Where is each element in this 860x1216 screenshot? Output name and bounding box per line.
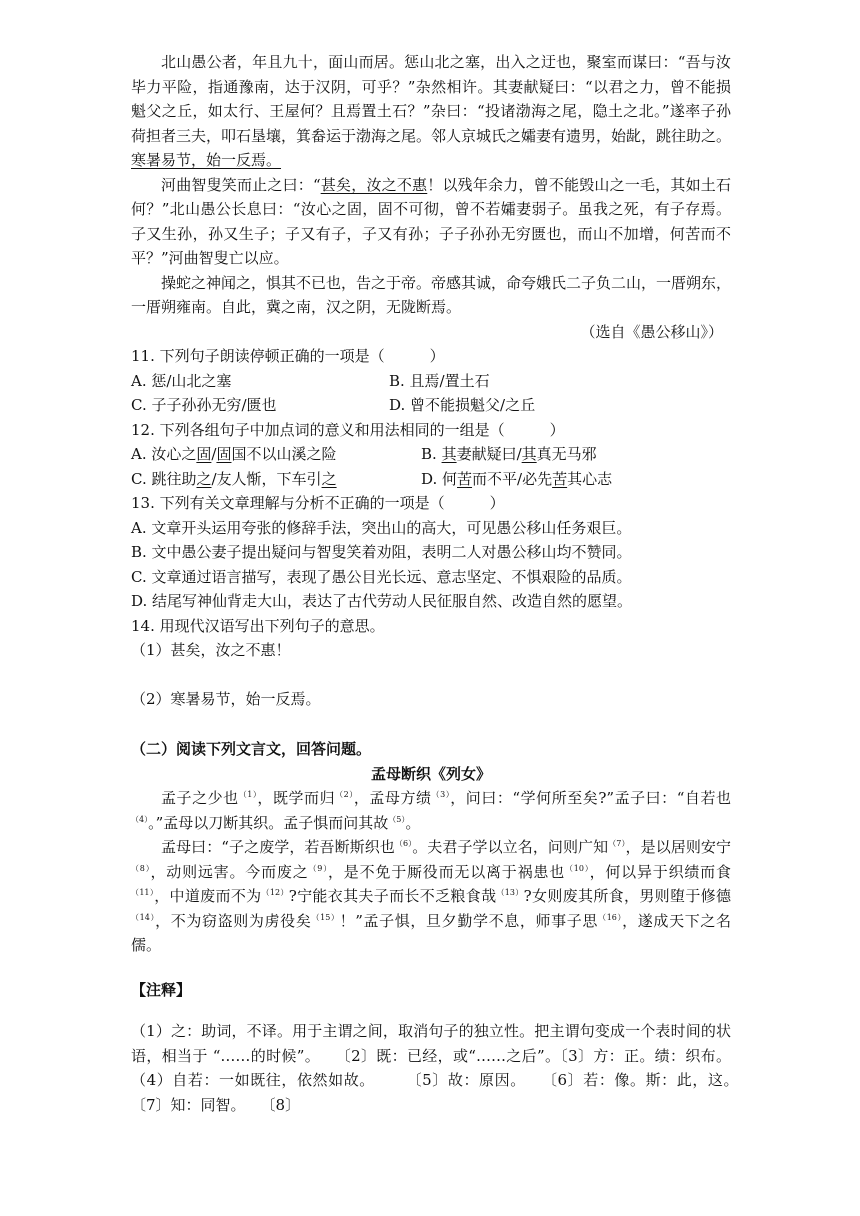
passage-text: 孟子之少也 — [161, 789, 239, 807]
footnote-marker: （14） — [131, 912, 156, 922]
option-c: C. 跳往助之/友人惭，下车引之 — [131, 469, 337, 488]
question-11-options-row-2 — [131, 393, 731, 418]
footnote-marker: （7） — [608, 839, 626, 848]
passage-text: ！以残年余力，曾不能毁山之一毛，其如土石何？”北山愚公长息曰：“汝心之固，固不可彻，曾不若孀妻弱子。虽我之死，有子存焉。子又生孙，孙又生子；子又有子，子又有孙；子子孙孙无穷匮也，而山不加增，何苦而不平？”河曲智叟亡以应。 — [131, 175, 731, 267]
option-d: D. 曾不能损魁父/之丘 — [389, 396, 536, 414]
option-b: B. 文中愚公妻子提出疑问与智叟笑着劝阻，表明二人对愚公移山均不赞同。 — [131, 543, 632, 561]
option-a: A. 惩/山北之塞 — [131, 371, 232, 390]
question-12-stem: 12. 下列各组句子中加点词的意义和用法相同的一组是（ ） — [131, 420, 565, 439]
footnote-marker: （13） — [496, 888, 524, 897]
footnote-marker: （1） — [238, 790, 258, 799]
footnote-marker: （16） — [598, 912, 623, 922]
option-a: A. 汝心之固/固国不以山溪之险 — [131, 445, 337, 463]
option-c: C. 文章通过语言描写，表现了愚公目光长远、意志坚定、不惧艰险的品质。 — [131, 567, 632, 586]
question-14-stem: 14. 用现代汉语写出下列句子的意思。 — [131, 616, 385, 635]
passage-text: 。”孟母以刀断其织。孟子惧而问其故 — [148, 813, 389, 832]
passage-text: ，动则远害。今而废之 — [150, 862, 309, 881]
passage-paragraph-2 — [131, 835, 731, 958]
passage-paragraph-1 — [131, 786, 731, 835]
passage-text: 孟母曰：“子之废学，若吾断斯织也 — [161, 838, 395, 856]
passage-paragraph-2 — [131, 173, 731, 271]
footnote-marker: （2） — [335, 790, 354, 799]
passage-text: ，遂成天下之名儒。 — [131, 911, 731, 954]
answer-space — [131, 711, 731, 737]
section-heading: （二）阅读下列文言文，回答问题。 — [131, 740, 372, 758]
question-12-options-row-1 — [131, 442, 731, 467]
question-14-sentence-2: （2）寒暑易节，始一反焉。 — [131, 689, 321, 708]
passage-text: 。夫君子学以立名，问则广知 — [412, 838, 609, 856]
passage-text: ，是以居则安宁 — [625, 838, 732, 856]
question-12-options-row-2 — [131, 467, 731, 492]
question-11-options-row-1 — [131, 369, 731, 394]
passage-paragraph-3: 操蛇之神闻之，惧其不已也，告之于帝。帝感其诚，命夸娥氏二子负二山，一厝朔东，一厝朔雍南。自此，冀之南，汉之阴，无陇断焉。 — [131, 273, 732, 316]
passage-source: （选自《愚公移山》） — [580, 322, 723, 341]
question-11-stem: 11. 下列句子朗读停顿正确的一项是（ ） — [131, 347, 445, 365]
passage-text: 。 — [405, 813, 421, 832]
question-14-sentence-1: （1）甚矣，汝之不惠！ — [131, 641, 291, 659]
footnote-marker: （8） — [131, 863, 151, 873]
passage-text: 河曲智叟笑而止之曰：“ — [161, 175, 321, 194]
spacer — [131, 1002, 731, 1019]
passage-text: 北山愚公者，年且九十，面山而居。惩山北之塞，出入之迂也，聚室而谋曰：“吾与汝毕力平险，指通豫南，达于汉阴，可乎？”杂然相许。其妻献疑曰：“以君之力，曾不能损魁父之丘，如太行、王屋何？且焉置土石？”杂曰：“投诸渤海之尾，隐土之北。”遂率子孙荷担者三夫，叩石垦壤，箕畚运于渤海之尾。邻人京城氏之孀妻有遗男，始龀，跳往助之。 — [131, 53, 732, 145]
footnote-marker: （15） — [311, 912, 340, 922]
passage-text: ，是不免于厮役而无以离于祸患也 — [328, 862, 565, 881]
footnote-marker: （9） — [308, 863, 328, 873]
document-page — [131, 50, 777, 1117]
notes-heading: 【注释】 — [131, 980, 192, 999]
notes-text: （1）之：助词，不译。用于主谓之间，取消句子的独立性。把主谓句变成一个表时间的状语，相当于 “……的时候”。 〔2〕既：已经，或“……之后”。〔3〕方：正。绩：织布。（4）自若：一如既往，依然如故。 〔5〕故：原因。 〔6〕若：像。斯：此，这。 〔7〕知：同智。 〔8〕 — [131, 1022, 777, 1114]
passage-text: ，既学而归 — [257, 789, 336, 807]
answer-space — [131, 663, 731, 687]
passage-title: 孟母断织《列女》 — [370, 764, 491, 783]
option-d: D. 何苦而不平/必先苦其心志 — [421, 469, 613, 488]
option-d: D. 结尾写神仙背走大山，表达了古代劳动人民征服自然、改造自然的愿望。 — [131, 592, 633, 610]
question-13-stem: 13. 下列有关文章理解与分析不正确的一项是（ ） — [131, 494, 505, 512]
footnote-marker: （11） — [131, 888, 155, 897]
passage-text: ，何以异于织绩而食 — [589, 862, 731, 881]
passage-paragraph-1 — [131, 50, 731, 173]
spacer — [131, 958, 731, 978]
footnote-marker: （5） — [388, 814, 406, 824]
option-a: A. 文章开头运用夸张的修辞手法，突出山的高大，可见愚公移山任务艰巨。 — [131, 518, 632, 537]
underlined-sentence: 甚矣，汝之不惠 — [320, 175, 428, 194]
passage-text: ，问曰：“学何所至矣?”孟子曰：“自若也 — [450, 789, 732, 807]
footnote-marker: （6） — [394, 839, 413, 848]
passage-text: ！”孟子惧，旦夕勤学不息，师事子思 — [339, 911, 599, 930]
passage-text: ，孟母方绩 — [353, 789, 432, 807]
footnote-marker: （12） — [261, 888, 289, 897]
passage-text: ?女则废其所食，男则堕于修德 — [523, 887, 732, 905]
footnote-marker: （3） — [431, 790, 451, 799]
option-b: B. 且焉/置土石 — [389, 371, 490, 390]
footnote-marker: （10） — [565, 863, 590, 873]
footnote-marker: （4） — [131, 814, 149, 824]
passage-text: ?宁能衣其夫子而长不乏粮食哉 — [288, 887, 497, 905]
passage-text: ，不为窃盗则为虏役矣 — [155, 911, 312, 930]
underlined-sentence: 寒暑易节，始一反焉。 — [131, 151, 282, 169]
option-b: B. 其妻献疑曰/其真无马邪 — [421, 445, 597, 463]
option-c: C. 子子孙孙无穷/匮也 — [131, 396, 277, 414]
passage-text: ，中道废而不为 — [154, 887, 262, 905]
